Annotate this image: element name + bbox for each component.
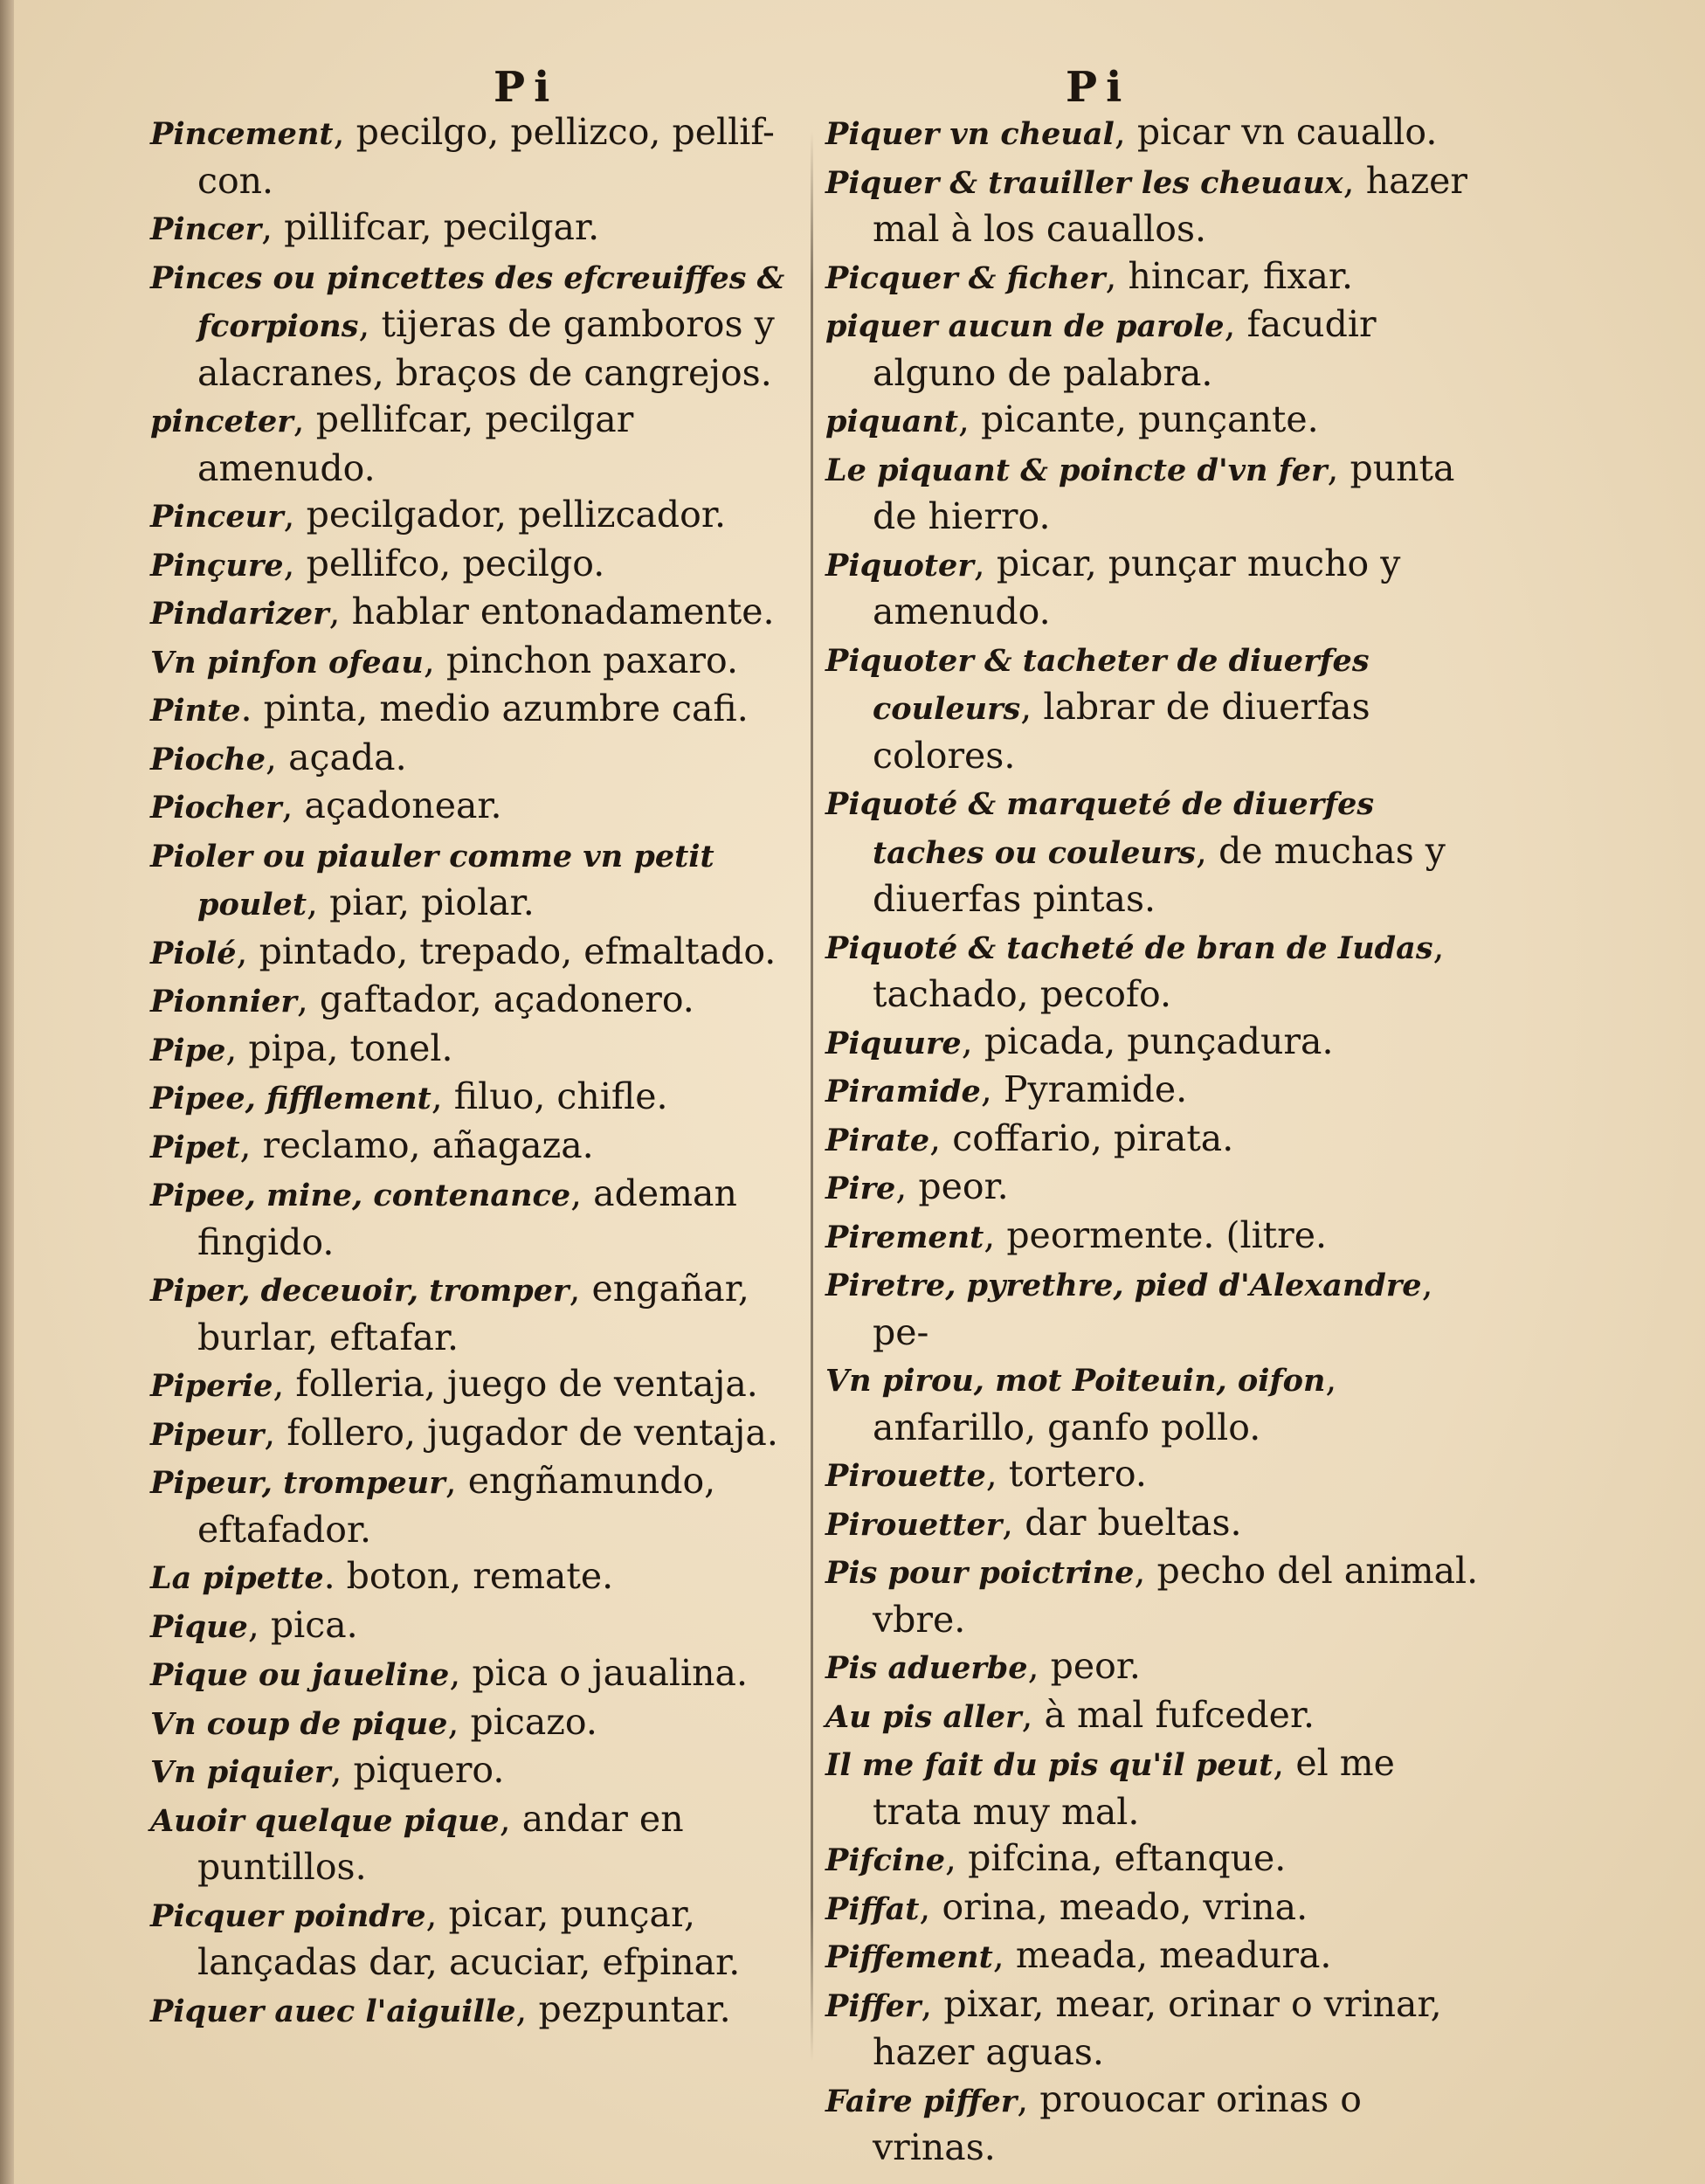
dictionary-entry: [150, 1602, 814, 1651]
dictionary-entry: [825, 1548, 1489, 1643]
dictionary-entry: [150, 1891, 814, 1987]
entry-lemma: Vn coup de pique: [150, 1705, 448, 1742]
entry-gloss: , pe-: [873, 1262, 1433, 1353]
entry-gloss: , folleria, juego de ventaja.: [273, 1363, 758, 1405]
entry-lemma: Il me fait du pis qu'il peut: [825, 1747, 1274, 1783]
dictionary-entry: [150, 686, 814, 735]
entry-gloss: , pecilgador, pellizcador.: [283, 494, 726, 536]
entry-gloss: , tortero.: [985, 1453, 1147, 1495]
entry-lemma: Faire piffer: [825, 2083, 1018, 2119]
entry-lemma: Pis aduerbe: [825, 1650, 1028, 1686]
dictionary-entry: [150, 1987, 814, 2035]
entry-gloss: , pezpuntar.: [515, 1987, 731, 2030]
entry-lemma: Piquoté & marqueté de diuerfes taches ou couleurs: [825, 786, 1375, 871]
dictionary-entry: [825, 446, 1489, 541]
entry-lemma: Pinceur: [150, 499, 284, 535]
dictionary-entry: [825, 1643, 1489, 1692]
dictionary-entry: [825, 1500, 1489, 1549]
entry-lemma: Pinte: [150, 693, 241, 729]
entry-gloss: , facudir alguno de palabra.: [873, 303, 1377, 394]
entry-lemma: Piperie: [150, 1368, 273, 1404]
entry-lemma: Piocher: [150, 790, 282, 826]
dictionary-entry: [825, 1932, 1489, 1981]
entry-lemma: Pioler ou piauler comme vn petit poulet: [150, 838, 714, 923]
entry-lemma: Pique ou jaueline: [150, 1657, 450, 1693]
entry-lemma: Vn pinfon ofeau: [150, 644, 424, 681]
entry-gloss: , pifcina, eftanque.: [945, 1837, 1287, 1879]
dictionary-entry: [150, 1266, 814, 1361]
entry-gloss: , coffario, pirata.: [929, 1116, 1234, 1159]
dictionary-entry: [150, 109, 814, 204]
dictionary-entry: [150, 929, 814, 978]
entry-gloss: , pillifcar, pecilgar.: [261, 206, 600, 248]
entry-gloss: , pecilgo, pellizco, pellif-con.: [197, 111, 775, 202]
dictionary-entry: [150, 1796, 814, 1891]
dictionary-entry: [825, 1740, 1489, 1835]
entry-lemma: Piper, deceuoir, tromper: [150, 1273, 569, 1309]
dictionary-entry: [825, 1884, 1489, 1933]
running-header-left: Pi: [494, 63, 559, 112]
left-column: [150, 109, 814, 2035]
entry-lemma: Pipe: [150, 1032, 226, 1068]
entry-lemma: Piffat: [825, 1890, 920, 1927]
entry-gloss: , prouocar orinas o vrinas.: [873, 2077, 1362, 2168]
entry-lemma: Pire: [825, 1171, 896, 1206]
dictionary-entry: [825, 301, 1489, 397]
entry-gloss: , engañar, burlar, eftafar.: [197, 1268, 749, 1358]
dictionary-entry: [825, 1692, 1489, 1741]
entry-lemma: Piquoté & tacheté de bran de Iudas: [825, 930, 1433, 966]
dictionary-entry: [150, 735, 814, 784]
entry-gloss: , follero, jugador de ventaja.: [264, 1411, 778, 1454]
dictionary-entry: [825, 158, 1489, 253]
entry-gloss: , peor.: [1027, 1645, 1141, 1687]
entry-lemma: Pioche: [150, 741, 266, 778]
entry-lemma: Picquer poindre: [150, 1897, 426, 1934]
dictionary-entry: [825, 109, 1489, 158]
entry-lemma: Pinces ou pincettes des efcreuiffes & fcorpions: [150, 259, 785, 344]
dictionary-entry: [825, 541, 1489, 636]
entry-gloss: , hazer mal à los cauallos.: [873, 159, 1468, 250]
entry-gloss: , dar bueltas.: [1002, 1501, 1242, 1544]
entry-lemma: Piolé: [150, 935, 237, 971]
dictionary-entry: [825, 397, 1489, 446]
dictionary-entry: [150, 783, 814, 832]
entry-gloss: , peormente. (litre.: [984, 1213, 1328, 1256]
entry-gloss: , tachado, pecofo.: [873, 924, 1445, 1015]
entry-gloss: , Pyramide.: [980, 1068, 1188, 1110]
right-column: [825, 109, 1489, 2172]
entry-lemma: pinceter: [150, 404, 293, 439]
entry-lemma: Piquer auec l'aiguille: [150, 1993, 516, 2029]
entry-lemma: Pindarizer: [150, 596, 329, 632]
entry-gloss: , pica o jaualina.: [449, 1652, 749, 1694]
entry-gloss: , filuo, chifle.: [431, 1075, 668, 1117]
dictionary-entry: [150, 397, 814, 492]
entry-gloss: , pintado, trepado, efmaltado.: [236, 930, 777, 972]
dictionary-entry: [825, 1067, 1489, 1116]
dictionary-entry: [150, 1699, 814, 1748]
entry-lemma: Vn piquier: [150, 1754, 331, 1790]
entry-lemma: Piffement: [825, 1939, 993, 1975]
dictionary-entry: [150, 253, 814, 397]
entry-gloss: , punta de hierro.: [873, 446, 1455, 537]
dictionary-entry: [150, 589, 814, 638]
entry-lemma: Pionnier: [150, 984, 297, 1019]
entry-gloss: , picazo.: [447, 1700, 597, 1743]
entry-lemma: Piffer: [825, 1987, 922, 2024]
entry-gloss: , hincar, fixar.: [1105, 254, 1354, 297]
dictionary-entry: [150, 541, 814, 590]
entry-gloss: , gaftador, açadonero.: [296, 978, 694, 1020]
entry-lemma: Piquer vn cheual: [825, 116, 1115, 152]
entry-lemma: Pincer: [150, 211, 262, 247]
entry-lemma: Pipee, mine, contenance: [150, 1178, 571, 1213]
dictionary-entry: [825, 1261, 1489, 1356]
dictionary-entry: [150, 1553, 814, 1602]
dictionary-entry: [150, 1026, 814, 1075]
entry-gloss: , pellifcar, pecilgar amenudo.: [197, 398, 634, 489]
entry-lemma: Piquoter: [825, 547, 974, 584]
dictionary-entry: [825, 1451, 1489, 1500]
dictionary-entry: [825, 253, 1489, 302]
entry-lemma: Pirouetter: [825, 1506, 1003, 1543]
dictionary-entry: [150, 1171, 814, 1266]
entry-gloss: , à mal fufceder.: [1021, 1693, 1315, 1736]
dictionary-entry: [825, 1164, 1489, 1213]
dictionary-entry: [150, 638, 814, 687]
entry-gloss: , anfarillo, ganfo pollo.: [873, 1358, 1337, 1448]
entry-gloss: , pecho del animal. vbre.: [873, 1550, 1479, 1641]
dictionary-entry: [150, 492, 814, 541]
dictionary-entry: [825, 779, 1489, 923]
entry-gloss: , pinchon paxaro.: [423, 639, 739, 681]
entry-lemma: Piquoter & tacheter de diuerfes couleurs: [825, 642, 1370, 727]
dictionary-entry: [825, 923, 1489, 1019]
entry-lemma: Piretre, pyrethre, pied d'Alexandre: [825, 1268, 1422, 1303]
entry-lemma: Pipet: [150, 1129, 240, 1165]
entry-gloss: , meada, meadura.: [992, 1934, 1332, 1976]
dictionary-entry: [150, 204, 814, 253]
entry-gloss: , picar vn cauallo.: [1114, 111, 1438, 153]
entry-gloss: , piar, piolar.: [307, 881, 535, 923]
dictionary-entry: [825, 2077, 1489, 2172]
dictionary-entry: [150, 1650, 814, 1699]
running-header-right: Pi: [1066, 63, 1131, 112]
entry-gloss: , engñamundo, eftafador.: [197, 1460, 716, 1551]
entry-lemma: Pique: [150, 1608, 248, 1645]
dictionary-entry: [825, 636, 1489, 780]
entry-gloss: , hablar entonadamente.: [328, 591, 775, 632]
entry-lemma: Pipeur: [150, 1416, 265, 1453]
entry-lemma: Pirement: [825, 1219, 984, 1255]
entry-lemma: Pifcine: [825, 1842, 945, 1878]
page-edge: [0, 0, 14, 2184]
entry-gloss: , el me trata muy mal.: [873, 1742, 1395, 1833]
entry-gloss: , picada, punçadura.: [961, 1019, 1334, 1062]
dictionary-entry: [150, 1074, 814, 1123]
entry-gloss: , ademan fingido.: [197, 1172, 737, 1263]
entry-gloss: , orina, meado, vrina.: [919, 1885, 1308, 1928]
column-rule: [811, 131, 813, 2062]
entry-gloss: , açadonear.: [281, 784, 502, 826]
entry-gloss: , de muchas y diuerfas pintas.: [873, 829, 1446, 920]
dictionary-entry: [825, 1835, 1489, 1884]
entry-gloss: , picante, punçante.: [957, 398, 1319, 440]
entry-lemma: Pirate: [825, 1122, 930, 1158]
dictionary-entry: [825, 1981, 1489, 2077]
entry-gloss: , piquero.: [330, 1749, 505, 1791]
entry-lemma: Pirouette: [825, 1458, 986, 1494]
entry-lemma: piquer aucun de parole: [825, 308, 1225, 344]
entry-gloss: , reclamo, añagaza.: [239, 1123, 594, 1166]
entry-lemma: Au pis aller: [825, 1698, 1022, 1735]
entry-gloss: , peor.: [895, 1165, 1009, 1207]
entry-gloss: , tijeras de gamboros y alacranes, braços de cangrejos.: [197, 303, 775, 394]
entry-lemma: Pinçure: [150, 547, 284, 584]
dictionary-entry: [825, 1213, 1489, 1261]
entry-gloss: . boton, remate.: [323, 1555, 614, 1597]
entry-lemma: Pincement: [150, 116, 334, 152]
entry-gloss: , labrar de diuerfas colores.: [873, 686, 1370, 777]
entry-gloss: , picar, punçar mucho y amenudo.: [873, 542, 1401, 632]
entry-lemma: Pipee, fifflement: [150, 1081, 431, 1116]
entry-lemma: Le piquant & poincte d'vn fer: [825, 452, 1328, 488]
entry-gloss: , picar, punçar, lançadas dar, acuciar, efpinar.: [197, 1892, 741, 1983]
entry-gloss: , pica.: [247, 1603, 358, 1646]
entry-gloss: , pellifco, pecilgo.: [283, 542, 605, 584]
entry-lemma: Vn pirou, mot Poiteuin, oifon: [825, 1363, 1326, 1399]
entry-lemma: Piquure: [825, 1025, 962, 1061]
dictionary-entry: [825, 1356, 1489, 1451]
entry-lemma: La pipette: [150, 1560, 324, 1596]
entry-gloss: . pinta, medio azumbre cafi.: [240, 688, 749, 729]
dictionary-entry: [150, 1410, 814, 1459]
entry-lemma: Picquer & ficher: [825, 259, 1106, 296]
entry-gloss: , andar en puntillos.: [197, 1797, 684, 1888]
entry-gloss: , pipa, tonel.: [225, 1026, 453, 1069]
entry-lemma: Piramide: [825, 1074, 981, 1109]
entry-gloss: , açada.: [266, 736, 407, 778]
entry-lemma: Pis pour poictrine: [825, 1555, 1135, 1591]
entry-lemma: Piquer & trauiller les cheuaux: [825, 164, 1343, 201]
entry-gloss: , pixar, mear, orinar o vrinar, hazer aguas.: [873, 1982, 1442, 2073]
dictionary-entry: [150, 832, 814, 929]
dictionary-entry: [150, 1747, 814, 1796]
entry-lemma: Pipeur, trompeur: [150, 1465, 445, 1501]
dictionary-entry: [825, 1116, 1489, 1165]
entry-lemma: Auoir quelque pique: [150, 1802, 500, 1839]
entry-lemma: piquant: [825, 404, 958, 439]
dictionary-entry: [150, 1458, 814, 1553]
dictionary-entry: [150, 1123, 814, 1171]
dictionary-entry: [150, 1361, 814, 1410]
dictionary-entry: [825, 1019, 1489, 1068]
dictionary-entry: [150, 977, 814, 1026]
